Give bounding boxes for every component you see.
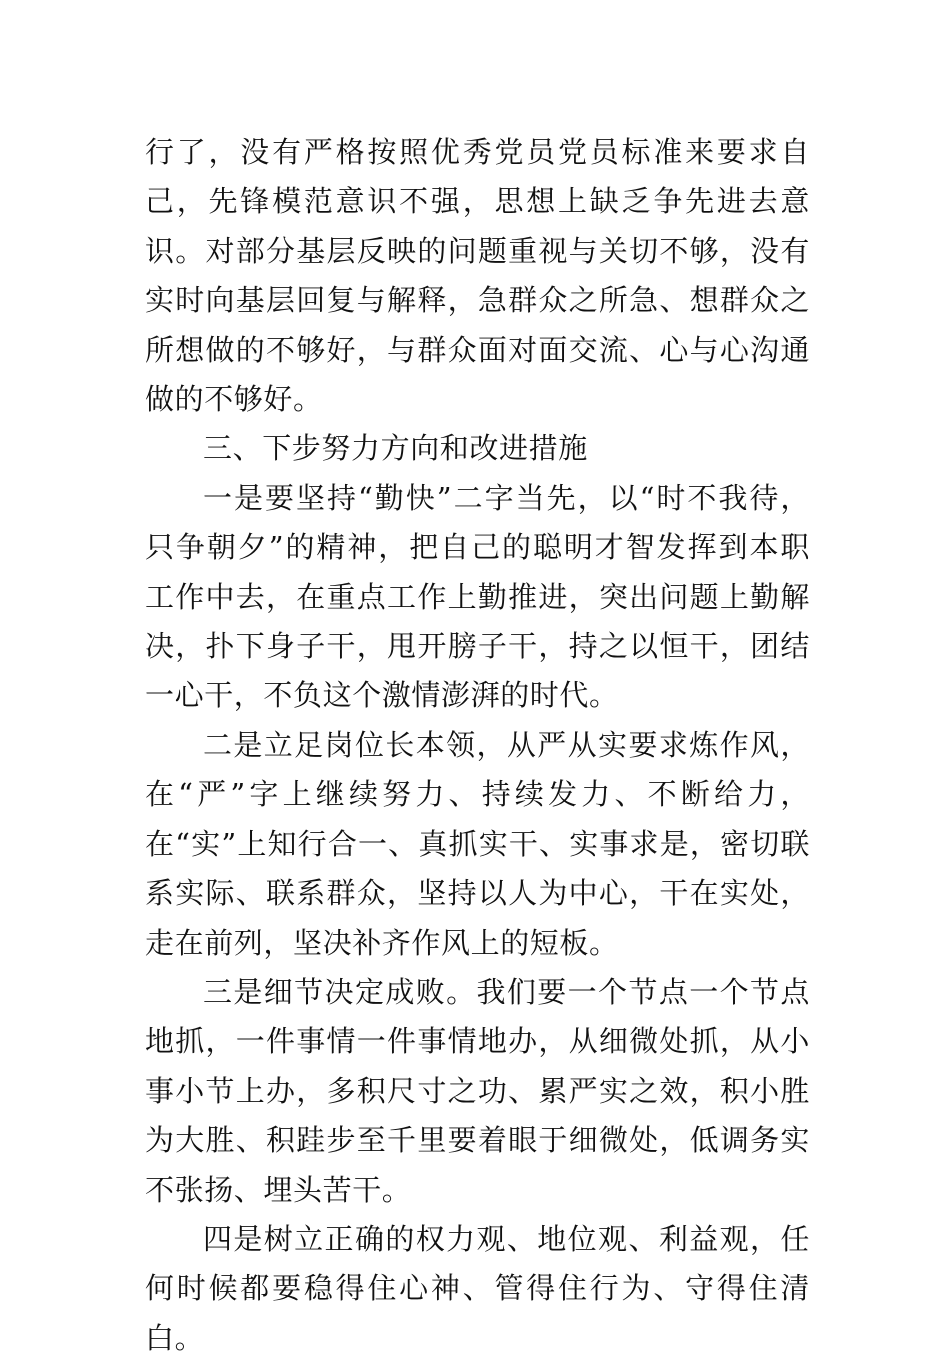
paragraph-measure-1: 一是要坚持“勤快”二字当先，以“时不我待，只争朝夕”的精神，把自己的聪明才智发挥到本职工作中去，在重点工作上勤推进，突出问题上勤解决，扑下身子干，甩开膀子干，持之以恒干，团结一心干，不负这个激情澎湃的时代。 [145,480,810,713]
paragraph-measure-4: 四是树立正确的权力观、地位观、利益观，任何时候都要稳得住心神、管得住行为、守得住清白。 [145,1221,810,1355]
paragraph-continued: 行了，没有严格按照优秀党员党员标准来要求自己，先锋模范意识不强，思想上缺乏争先进去意识。对部分基层反映的问题重视与关切不够，没有实时向基层回复与解释，急群众之所急、想群众之所想做的不够好，与群众面对面交流、心与心沟通做的不够好。 [145,135,810,417]
document-body [145,128,810,1363]
section-heading: 三、下步努力方向和改进措施 [203,431,588,466]
paragraph-measure-3: 三是细节决定成败。我们要一个节点一个节点地抓，一件事情一件事情地办，从细微处抓，从小事小节上办，多积尺寸之功、累严实之效，积小胜为大胜、积跬步至千里要着眼于细微处，低调务实不张扬、埋头苦干。 [145,974,810,1207]
paragraph-measure-2: 二是立足岗位长本领，从严从实要求炼作风，在“严”字上继续努力、持续发力、不断给力，在“实”上知行合一、真抓实干、实事求是，密切联系实际、联系群众，坚持以人为中心，干在实处，走在前列，坚决补齐作风上的短板。 [145,727,810,960]
